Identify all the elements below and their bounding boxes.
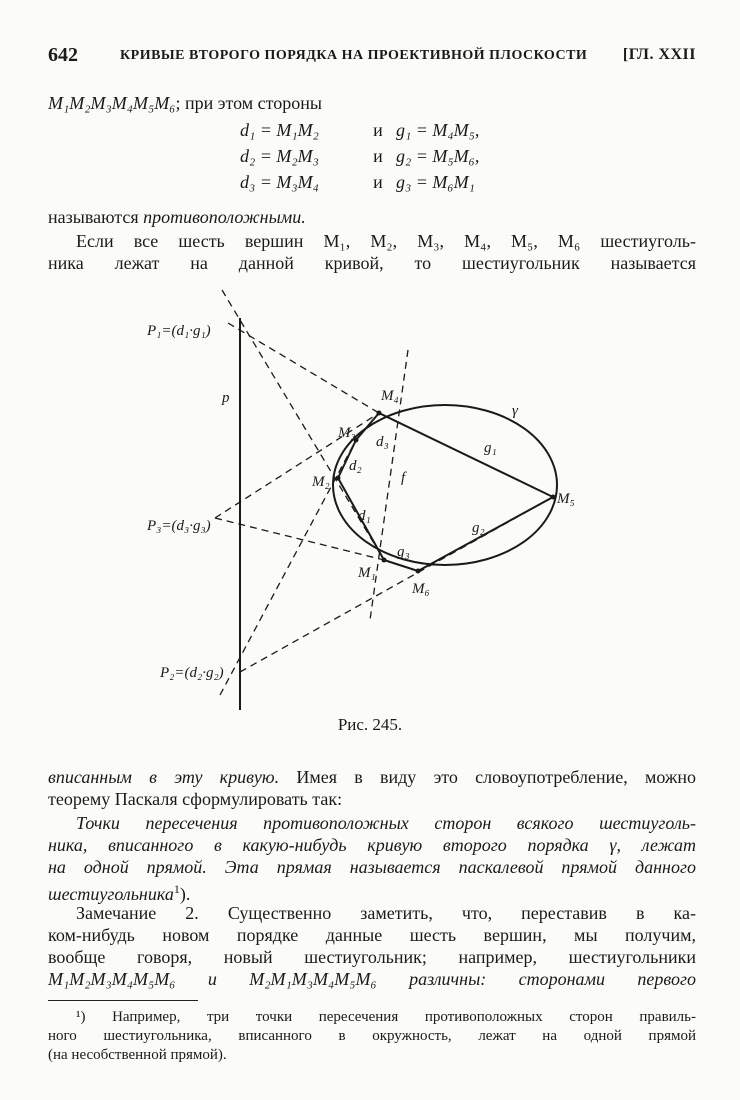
called-text: называются — [48, 207, 144, 227]
page-number: 642 — [48, 44, 78, 66]
chapter-reference: [ГЛ. XXII — [622, 46, 696, 63]
label-m6: M₆ — [412, 581, 430, 597]
called-term: противоположными. — [143, 207, 306, 227]
line-g2 — [240, 497, 553, 672]
running-header — [48, 44, 696, 72]
footnote-divider — [48, 1000, 198, 1001]
theorem-end-punct: ). — [179, 884, 191, 904]
pascal-diagram — [140, 276, 620, 716]
intro-text: ; при этом стороны — [175, 93, 323, 113]
point-m2 — [336, 476, 341, 481]
label-d2: d₂ — [349, 458, 362, 474]
formula-row-2 — [240, 146, 479, 167]
label-m1: M₁ — [358, 565, 376, 581]
formula-left: d₁ = M₁M₂ — [240, 120, 319, 140]
para1-line-1: Если все шесть вершин M₁, M₂, M₃, M₄, M₅, M₆ шестиуголь- — [76, 231, 696, 251]
label-gamma: γ — [512, 403, 518, 419]
formula-and: и — [373, 172, 383, 192]
remark-line-2: ком-нибудь новом порядке данные шесть вершин, мы получим, — [48, 925, 696, 945]
label-p: p — [222, 390, 230, 406]
inscribed-term: вписанным в эту кривую. — [48, 767, 280, 787]
intro-line — [48, 92, 696, 114]
label-p2: P₂=(d₂·g₂) — [160, 665, 224, 681]
para2-line-2: теорему Паскаля сформулировать так: — [48, 789, 343, 809]
formula-row-3 — [240, 172, 475, 193]
label-g2: g₂ — [472, 520, 485, 536]
footnote-marker: 1 — [173, 882, 180, 896]
label-m4: M₄ — [381, 388, 399, 404]
label-p1: P₁=(d₁·g₁) — [147, 323, 211, 339]
vertex-points — [336, 411, 556, 574]
formula-left: d₃ = M₃M₄ — [240, 172, 319, 192]
figure-caption: Рис. 245. — [337, 715, 403, 734]
label-m3: M₃ — [338, 425, 356, 441]
theorem-line-4 — [48, 878, 696, 905]
running-title: КРИВЫЕ ВТОРОГО ПОРЯДКА НА ПРОЕКТИВНОЙ ПЛОСКОСТИ — [120, 48, 588, 63]
theorem-end-text: шестиугольника — [48, 884, 174, 904]
theorem-line-1: Точки пересечения противоположных сторон всякого шестиуголь- — [76, 813, 696, 833]
label-f: f — [401, 470, 406, 486]
footnote-line-3: (на несобственной прямой). — [48, 1047, 227, 1063]
point-m1 — [382, 558, 387, 563]
footnote-line-1: ¹) Например, три точки пересечения противоположных сторон правиль- — [76, 1009, 696, 1025]
point-m4 — [377, 411, 382, 416]
remark-line-1: Замечание 2. Существенно заметить, что, переставив в ка- — [76, 903, 696, 923]
point-m5 — [551, 495, 556, 500]
para2-line-1-rest: Имея в виду это словоупотребление, можно — [279, 767, 697, 787]
formula-right: g₂ = M₅M₆, — [396, 146, 480, 166]
formula-right: g₁ = M₄M₅, — [396, 120, 480, 140]
formula-and: и — [373, 120, 383, 140]
extension-lines — [215, 290, 553, 695]
formula-row-1 — [240, 120, 479, 141]
label-m5: M₅ — [557, 491, 575, 507]
label-g1: g₁ — [484, 440, 497, 456]
formula-left: d₂ = M₂M₃ — [240, 146, 319, 166]
line-g1 — [228, 323, 379, 413]
hexagon-notation: M₁M₂M₃M₄M₅M₆ — [48, 93, 176, 113]
hexagon — [338, 413, 553, 571]
footnote-line-2: ного шестиугольника, вписанного в окружность, лежат на одной прямой — [48, 1028, 696, 1044]
called-line — [48, 206, 696, 228]
formula-and: и — [373, 146, 383, 166]
formula-right: g₃ = M₆M₁ — [396, 172, 475, 192]
para1-line-2: ника лежат на данной кривой, то шестиугольник называется — [48, 253, 696, 273]
point-m6 — [416, 569, 421, 574]
label-d1: d₁ — [358, 508, 371, 524]
label-d3: d₃ — [376, 434, 389, 450]
para2-line-1 — [48, 766, 696, 788]
remark-line-3: вообще говоря, новый шестиугольник; например, шестиугольники — [48, 947, 696, 967]
figure-245 — [140, 276, 620, 716]
remark-line-4: M₁M₂M₃M₄M₅M₆ и M₂M₁M₃M₄M₅M₆ различны: сторонами первого — [48, 969, 696, 989]
theorem-line-2: ника, вписанного в какую-нибудь кривую второго порядка γ, лежат — [48, 835, 696, 855]
label-g3: g₃ — [397, 544, 410, 560]
label-p3: P₃=(d₃·g₃) — [147, 518, 211, 534]
theorem-line-3: на одной прямой. Эта прямая называется паскалевой прямой данного — [48, 857, 696, 877]
label-m2: M₂ — [312, 474, 330, 490]
